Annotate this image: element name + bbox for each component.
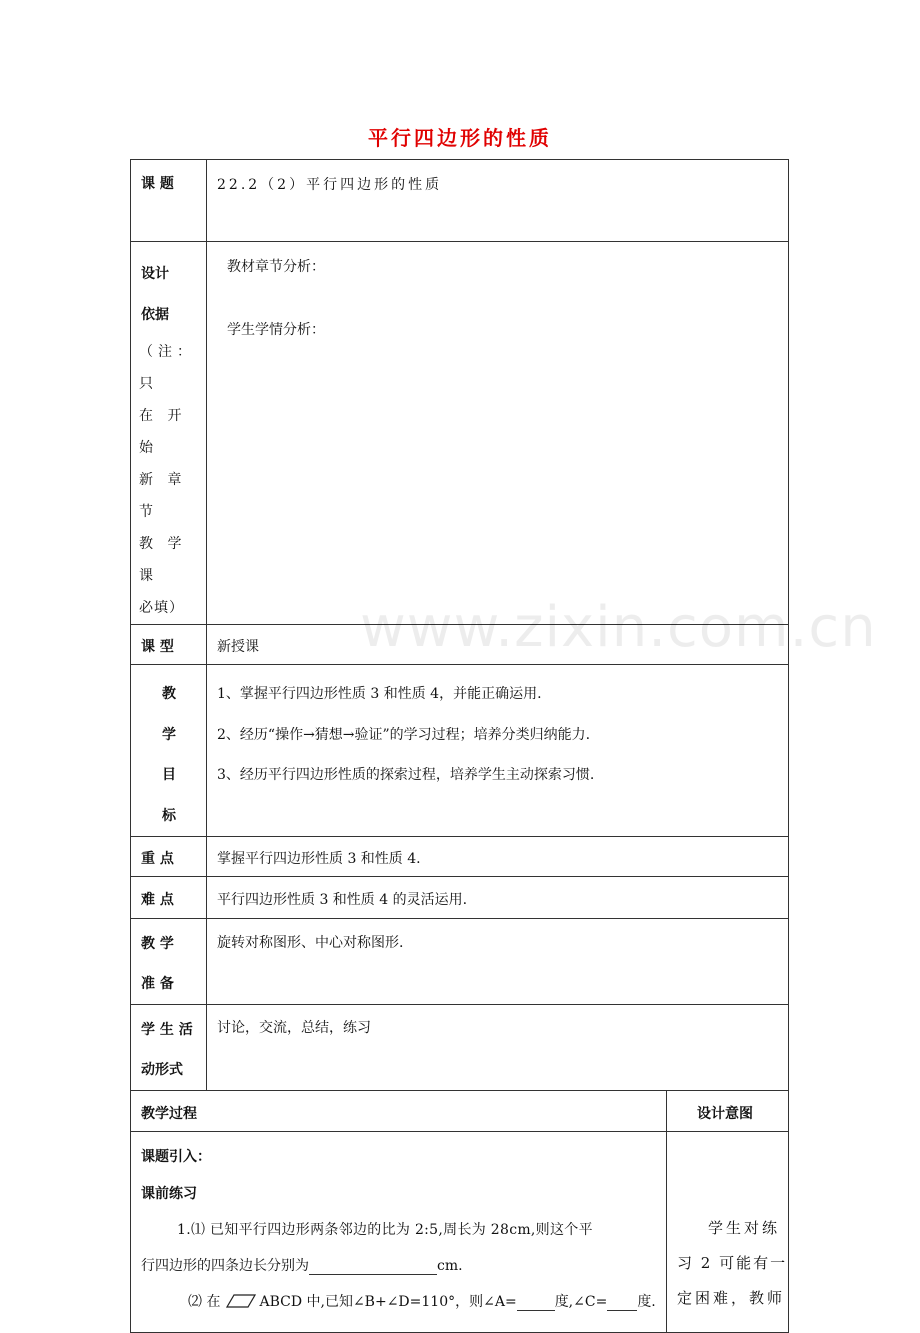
type-value: 新授课 <box>217 639 259 655</box>
basis-label-line-1: 设计 <box>141 266 169 282</box>
goals-label-char-4: 标 <box>162 807 176 824</box>
question-2-text: ABCD 中,已知∠B+∠D=110°，则∠A= <box>259 1294 517 1310</box>
topic-value: 22.2（2）平行四边形的性质 <box>217 177 443 193</box>
activity-label-line-2: 动形式 <box>141 1062 183 1078</box>
goal-item-3: 3、经历平行四边形性质的探索过程，培养学生主动探索习惯. <box>217 767 595 783</box>
basis-label-line-2: 依据 <box>141 307 169 323</box>
basis-note-line-4: 教 学 课 <box>139 536 187 584</box>
intent-header-cell <box>667 1091 789 1132</box>
question-1-text: 行四边形的四条边长分别为 <box>141 1258 309 1274</box>
basis-value-cell <box>207 242 789 625</box>
intent-header: 设计意图 <box>697 1106 753 1122</box>
lesson-plan-table <box>130 159 789 1333</box>
question-2-prefix: ⑵ 在 <box>188 1294 221 1310</box>
prep-label-line-2: 准 备 <box>141 976 174 992</box>
basis-note-line-3: 新 章 节 <box>139 472 187 520</box>
question-1-line-1: 1.⑴ 已知平行四边形两条邻边的比为 2:5,周长为 28cm,则这个平 <box>177 1222 593 1238</box>
difficulty-label: 难 点 <box>141 892 174 908</box>
prep-value: 旋转对称图形、中心对称图形. <box>217 935 404 951</box>
textbook-analysis-label: 教材章节分析： <box>227 259 325 275</box>
type-label: 课 型 <box>141 639 174 655</box>
question-2-line <box>131 1275 666 1312</box>
answer-blank-sides[interactable] <box>309 1258 437 1275</box>
difficulty-label-cell <box>131 877 207 919</box>
topic-label-cell <box>131 160 207 242</box>
key-label: 重 点 <box>141 851 174 867</box>
key-value-cell <box>207 837 789 877</box>
process-header: 教学过程 <box>141 1106 197 1122</box>
key-value: 掌握平行四边形性质 3 和性质 4. <box>217 851 421 867</box>
intent-line-2: 习 2 可能有一 <box>677 1254 788 1272</box>
intro-heading: 课题引入： <box>141 1149 211 1165</box>
question-1-line-2 <box>131 1239 666 1275</box>
activity-label-cell <box>131 1005 207 1091</box>
intent-content-cell <box>667 1132 789 1333</box>
process-content-cell <box>131 1132 667 1333</box>
process-header-cell <box>131 1091 667 1132</box>
page-title: 平行四边形的性质 <box>368 126 552 150</box>
basis-note-line-2: 在 开 始 <box>139 408 187 456</box>
watermark: www.zixin.com.cn <box>360 595 877 660</box>
goals-label-char-1: 教 <box>162 686 176 702</box>
prep-label-line-1: 教 学 <box>141 936 174 952</box>
type-label-cell <box>131 625 207 665</box>
prep-value-cell <box>207 919 789 1005</box>
goal-item-2: 2、经历“操作→猜想→验证”的学习过程；培养分类归纳能力. <box>217 726 591 743</box>
activity-label-line-1: 学 生 活 <box>141 1022 193 1038</box>
parallelogram-icon <box>226 1294 256 1312</box>
answer-blank-angle-c[interactable] <box>607 1294 637 1311</box>
question-2-text-3: 度. <box>637 1294 656 1310</box>
goals-label-cell <box>131 665 207 837</box>
goal-item-1: 1、掌握平行四边形性质 3 和性质 4，并能正确运用. <box>217 686 542 702</box>
basis-note-line-1: （注：只 <box>139 344 196 392</box>
activity-value: 讨论，交流，总结，练习 <box>217 1020 371 1036</box>
student-analysis-label: 学生学情分析： <box>227 322 325 338</box>
intent-line-1: 学生对练 <box>708 1219 781 1237</box>
question-2-text-2: 度,∠C= <box>554 1294 608 1310</box>
practice-heading: 课前练习 <box>141 1186 197 1202</box>
goals-value-cell <box>207 665 789 837</box>
topic-label: 课 题 <box>141 176 174 192</box>
activity-value-cell <box>207 1005 789 1091</box>
intent-line-3: 定困难，教师 <box>677 1289 786 1307</box>
topic-value-cell <box>207 160 789 242</box>
goals-label-char-2: 学 <box>162 726 176 743</box>
goals-label-char-3: 目 <box>162 767 176 783</box>
type-value-cell <box>207 625 789 665</box>
question-1-unit: cm. <box>437 1258 463 1274</box>
difficulty-value-cell <box>207 877 789 919</box>
difficulty-value: 平行四边形性质 3 和性质 4 的灵活运用. <box>217 892 468 908</box>
basis-note-line-5: 必填） <box>139 600 184 616</box>
prep-label-cell <box>131 919 207 1005</box>
basis-label-cell <box>131 242 207 625</box>
key-label-cell <box>131 837 207 877</box>
answer-blank-angle-a[interactable] <box>517 1294 555 1311</box>
